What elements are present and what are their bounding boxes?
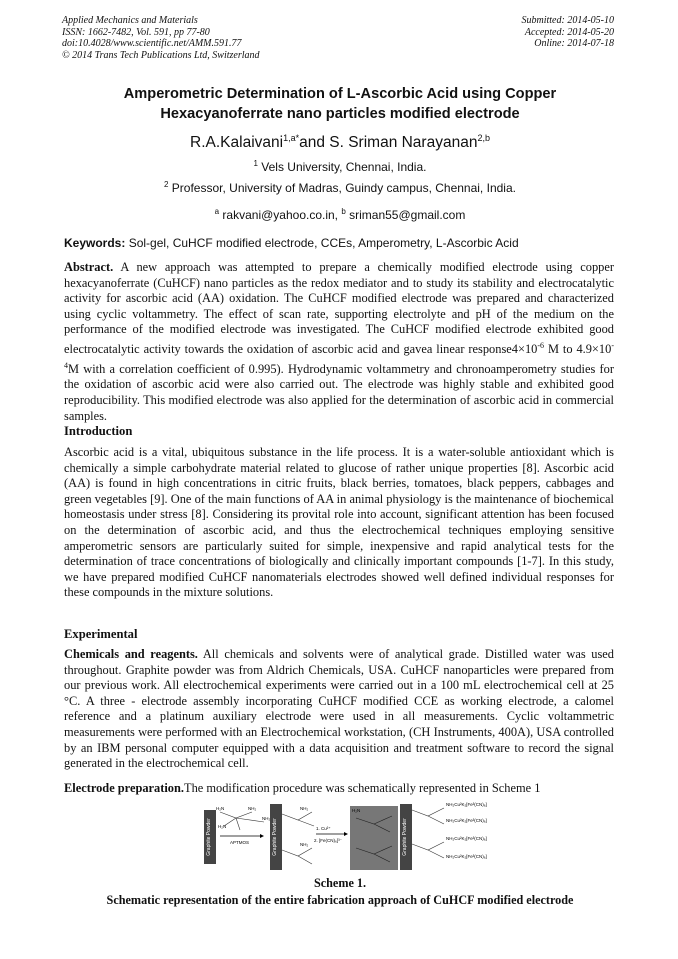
issn-line: ISSN: 1662-7482, Vol. 591, pp 77-80 bbox=[62, 26, 210, 38]
online-date: Online: 2014-07-18 bbox=[534, 38, 614, 49]
complex-label-1: NH₂Cu²K₂[Fe³(CN)₆] bbox=[446, 802, 487, 807]
abstract-exp-2: -4 bbox=[64, 340, 614, 370]
complex-label-3: NH₂Cu²K₂[Fe³(CN)₆] bbox=[446, 836, 487, 841]
scheme-amine-7: H₂N bbox=[352, 808, 361, 813]
email-a-sup: a bbox=[214, 207, 220, 216]
aptmos-arrowhead bbox=[260, 834, 264, 838]
introduction-heading: Introduction bbox=[64, 424, 133, 438]
doi-line: doi:10.4028/www.scientific.net/AMM.591.77 bbox=[62, 38, 242, 49]
scheme-caption-title: Scheme 1. bbox=[313, 876, 367, 890]
experimental-heading: Experimental bbox=[64, 627, 138, 641]
graphite-label-1: Graphite Powder bbox=[206, 818, 212, 856]
affiliation-1 bbox=[60, 159, 620, 174]
abstract-label: Abstract. bbox=[64, 260, 114, 274]
abstract-text-1: A new approach was attempted to prepare a chemically modified electrode using copper hexacyanoferrate (CuHCF) nano particles as the redox mediator and to study its stability and electrocatalytic activity for ascorbic acid (AA) oxidation. The CuHCF modified electrode was prepared and characterized using cyclic voltammetry. The effect of scan rate, supporting electrolyte and pH of the medium on the performance of the modified electrode was investigated. The CuHCF modified electrode exhibited good electrocatalytic activity towards the oxidation of ascorbic acid and gavea linear response4×10 bbox=[64, 260, 614, 357]
sol-gel-network-1 bbox=[220, 812, 264, 830]
header-right bbox=[522, 15, 615, 50]
electrode-prep-text: The modification procedure was schematically represented in Scheme 1 bbox=[184, 781, 541, 795]
paper-title bbox=[60, 84, 620, 124]
title-line-1: Amperometric Determination of L-Ascorbic Acid using Copper bbox=[123, 86, 557, 102]
copyright-line: © 2014 Trans Tech Publications Ltd, Switzerland bbox=[62, 49, 260, 61]
email-b-sup: b bbox=[341, 207, 346, 216]
affiliation-2 bbox=[60, 180, 620, 195]
keywords-label: Keywords: bbox=[64, 236, 126, 250]
modified-matrix bbox=[350, 806, 398, 870]
graphite-label-2: Graphite Powder bbox=[272, 818, 278, 856]
scheme-1-diagram bbox=[200, 800, 620, 874]
journal-name: Applied Mechanics and Materials bbox=[62, 15, 198, 26]
electrode-prep-paragraph bbox=[64, 781, 614, 797]
header-left bbox=[62, 15, 260, 61]
scheme-amine-2: NH₂ bbox=[248, 806, 257, 811]
author-1-sup: 1,a* bbox=[283, 133, 300, 143]
author-list bbox=[60, 133, 620, 152]
scheme-amine-3: NH₂ bbox=[262, 816, 271, 821]
author-1: R.A.Kalaivani bbox=[190, 134, 284, 152]
affiliation-2-text: Professor, University of Madras, Guindy campus, Chennai, India. bbox=[168, 181, 516, 195]
email-a[interactable]: rakvani@yahoo.co.in, bbox=[219, 208, 342, 222]
electrode-prep-label: Electrode preparation. bbox=[64, 781, 184, 795]
affiliation-2-sup: 2 bbox=[164, 180, 169, 189]
reaction-arrowhead bbox=[344, 832, 348, 836]
keywords-text: Sol-gel, CuHCF modified electrode, CCEs, Amperometry, L-Ascorbic Acid bbox=[125, 236, 519, 250]
chemicals-text: All chemicals and solvents were of analytical grade. Distilled water was used throughout. Graphite powder was from Aldrich Chemicals, USA. CuHCF nanoparticles were prepared from our previous work. All electrochemical experiments were carried out in a 100 mL electrochemical cell at 25 °C. A three - electrode assembly incorporating CuHCF modified CCE as working electrode, a calomel reference and a platinum auxiliary electrode were used in all measurements. Cyclic voltammetric measurements were performed with an Electrochemical workstation, (CH Instruments, 400A), USA controlled by an IBM personal computer equipped with a data acquisition and treatment software to record the signal generated in the electrochemical cell. bbox=[64, 647, 614, 771]
step-2-label: 2. [Fe(CN)₆]³⁻ bbox=[314, 838, 342, 843]
graphite-label-3: Graphite Powder bbox=[402, 818, 408, 856]
affiliation-1-text: Vels University, Chennai, India. bbox=[257, 160, 427, 174]
sol-gel-network-2 bbox=[282, 812, 314, 864]
introduction-text: Ascorbic acid is a vital, ubiquitous substance in the life process. It is a water-soluble antioxidant which is chemically a simple carbohydrate material related to glucose of rather unique properties [8]. Ascorbic acid (AA) is found in high concentrations in citric fruits, black berries, tomatoes, black peppers, cabbages and green vegetables [9]. One of the main functions of AA in animal physiology is the maintenance of biochemical homeostasis under stress [8]. Considering its provital role into account, significant attention has been focused on the determination of ascorbic acid, and thus the electrochemical techniques employing sensitive amperometric sensors are particularly suited for simple, inexpensive and rapid analytical tests for the determination of trace concentrations of biologically and clinically important compounds [1-7]. In this study, we have prepared modified CuHCF nanomaterials electrodes showed well defined individual responses for these compounds in the mixture solutions. bbox=[64, 445, 614, 600]
chemicals-label: Chemicals and reagents. bbox=[64, 647, 198, 661]
aptmos-label: APTMOS bbox=[230, 840, 250, 845]
complex-label-2: NH₂Cu²K₂[Fe³(CN)₆] bbox=[446, 818, 487, 823]
author-2-sup: 2,b bbox=[477, 133, 490, 143]
scheme-caption-text: Schematic representation of the entire fabrication approach of CuHCF modified electrode bbox=[106, 893, 574, 907]
abstract-exp-1: -6 bbox=[537, 340, 545, 350]
scheme-amine-6: NH₂ bbox=[300, 842, 309, 847]
scheme-amine-4: H₂N bbox=[218, 824, 227, 829]
keywords bbox=[64, 236, 616, 250]
scheme-amine-5: NH₂ bbox=[300, 806, 309, 811]
scheme-amine-1: H₂N bbox=[216, 806, 225, 811]
sol-gel-network-4 bbox=[412, 808, 444, 858]
title-line-2: Hexacyanoferrate nano particles modified electrode bbox=[160, 106, 520, 122]
email-b[interactable]: sriman55@gmail.com bbox=[345, 208, 466, 222]
abstract bbox=[64, 260, 614, 424]
submitted-date: Submitted: 2014-05-10 bbox=[521, 15, 614, 26]
abstract-text-2: M to 4.9×10 bbox=[544, 342, 612, 357]
chemicals-paragraph bbox=[64, 647, 614, 772]
affiliation-1-sup: 1 bbox=[253, 159, 258, 168]
step-1-label: 1. Cu²⁺ bbox=[316, 826, 331, 831]
author-2: and S. Sriman Narayanan bbox=[299, 134, 478, 152]
complex-label-4: NH₂Cu²K₂[Fe³(CN)₆] bbox=[446, 854, 487, 859]
accepted-date: Accepted: 2014-05-20 bbox=[524, 26, 614, 38]
abstract-text-3: M with a correlation coefficient of 0.995). Hydrodynamic voltammetry and chronoamperometry studies for the oxidation of ascorbic acid were also carried out. The electrode was highly stable and exhibited good reproducibility. This modified electrode was also applied for the determination of ascorbic acid in commercial samples. bbox=[64, 361, 614, 423]
email-line bbox=[60, 207, 620, 222]
